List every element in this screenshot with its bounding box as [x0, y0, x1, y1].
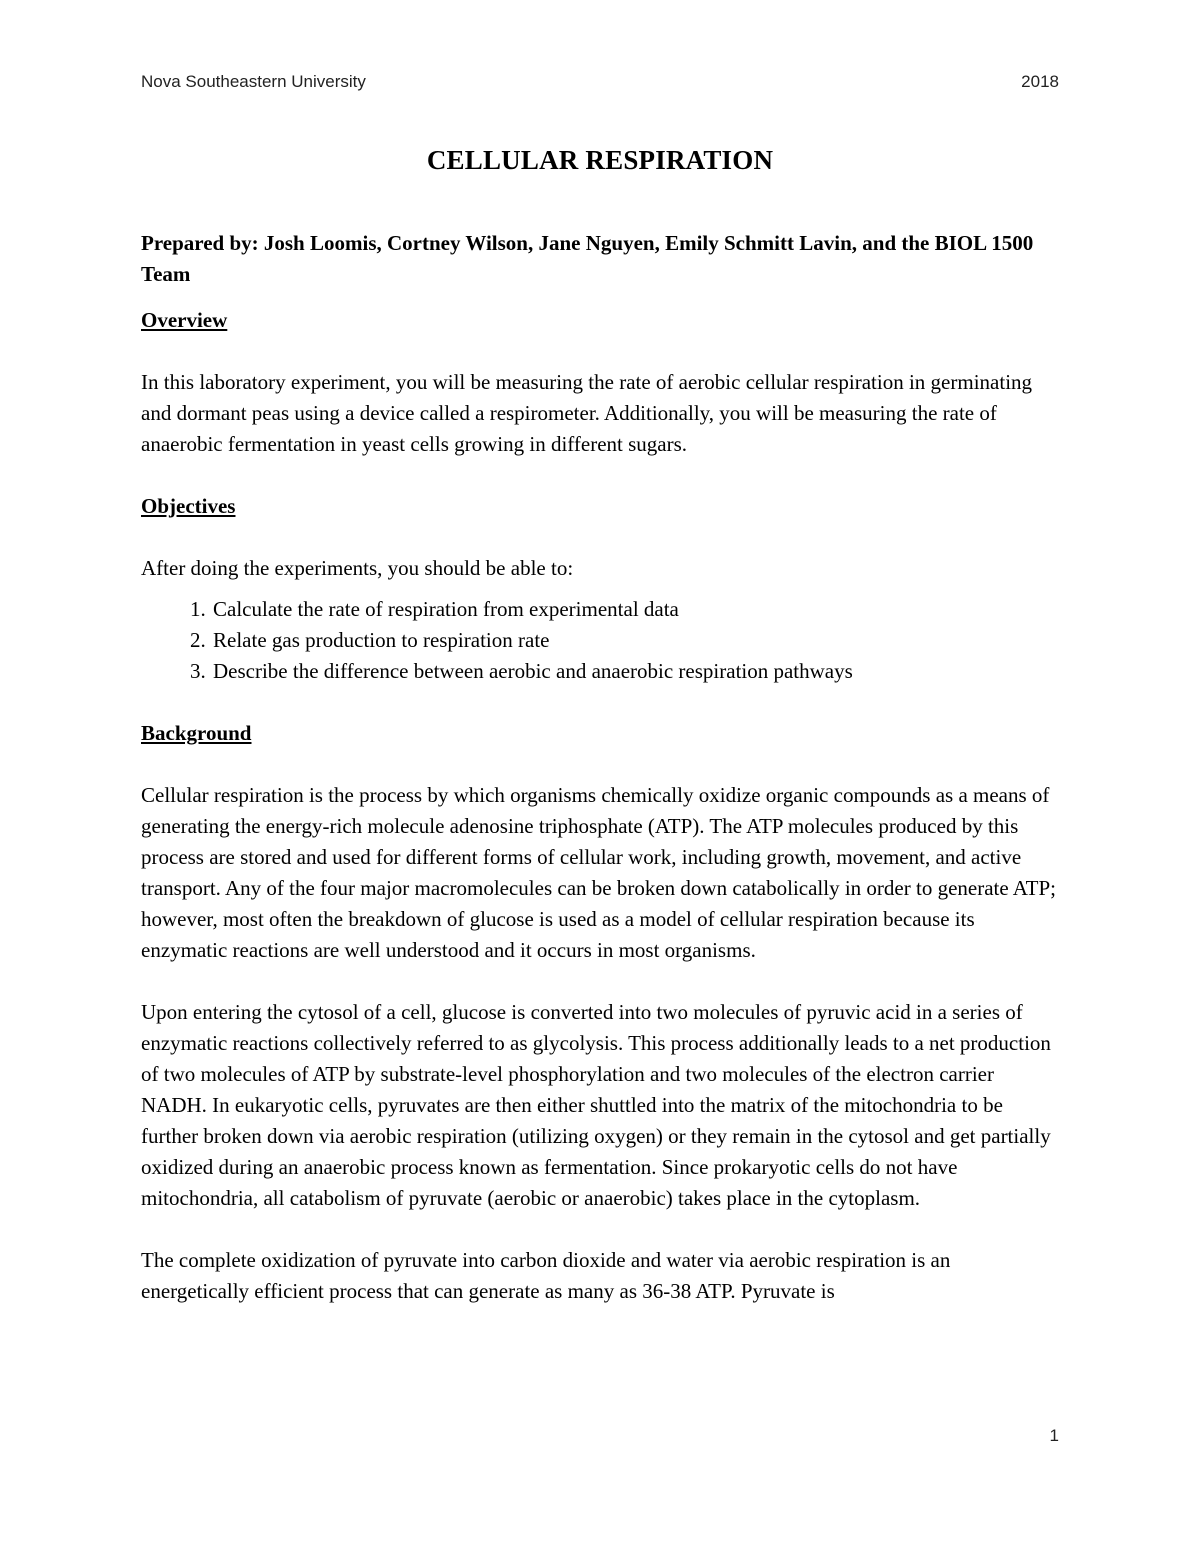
background-paragraph: The complete oxidization of pyruvate into carbon dioxide and water via aerobic respiration is an energetically efficient process that can generate as many as 36-38 ATP. Pyruvate is	[141, 1248, 951, 1303]
document-title: CELLULAR RESPIRATION	[426, 145, 774, 175]
objective-item: 1. Calculate the rate of respiration from experimental data	[211, 594, 1059, 625]
objectives-heading: Objectives	[141, 494, 236, 518]
document-body	[141, 142, 1059, 1338]
background-paragraph: Cellular respiration is the process by which organisms chemically oxidize organic compounds as a means of generating the energy-rich molecule adenosine triphosphate (ATP). The ATP molecules produced by this process are stored and used for different forms of cellular work, including growth, movement, and active transport. Any of the four major macromolecules can be broken down catabolically in order to generate ATP; however, most often the breakdown of glucose is used as a model of cellular respiration because its enzymatic reactions are well understood and it occurs in most organisms.	[141, 783, 1056, 962]
page-number: 1	[1049, 1426, 1059, 1445]
overview-paragraph: In this laboratory experiment, you will be measuring the rate of aerobic cellular respiration in germinating and dormant peas using a device called a respirometer. Additionally, you will be measuring the rate of anaerobic fermentation in yeast cells growing in different sugars.	[141, 370, 1033, 456]
prepared-by: Prepared by: Josh Loomis, Cortney Wilson, Jane Nguyen, Emily Schmitt Lavin, and the BIOL 1500 Team	[141, 231, 1034, 286]
objectives-list	[141, 594, 1059, 687]
background-paragraph: Upon entering the cytosol of a cell, glucose is converted into two molecules of pyruvic acid in a series of enzymatic reactions collectively referred to as glycolysis. This process additionally leads to a net production of two molecules of ATP by substrate-level phosphorylation and two molecules of the electron carrier NADH. In eukaryotic cells, pyruvates are then either shuttled into the matrix of the mitochondria to be further broken down via aerobic respiration (utilizing oxygen) or they remain in the cytosol and get partially oxidized during an anaerobic process known as fermentation. Since prokaryotic cells do not have mitochondria, all catabolism of pyruvate (aerobic or anaerobic) takes place in the cytoplasm.	[141, 1000, 1051, 1210]
page-header	[141, 72, 1059, 98]
overview-heading: Overview	[141, 308, 228, 332]
objective-item: 3. Describe the difference between aerobic and anaerobic respiration pathways	[211, 656, 1059, 687]
header-institution: Nova Southeastern University	[141, 72, 366, 91]
header-year: 2018	[1021, 72, 1059, 91]
objectives-intro: After doing the experiments, you should be able to:	[141, 556, 574, 580]
background-heading: Background	[141, 721, 252, 745]
objective-item: 2. Relate gas production to respiration rate	[211, 625, 1059, 656]
